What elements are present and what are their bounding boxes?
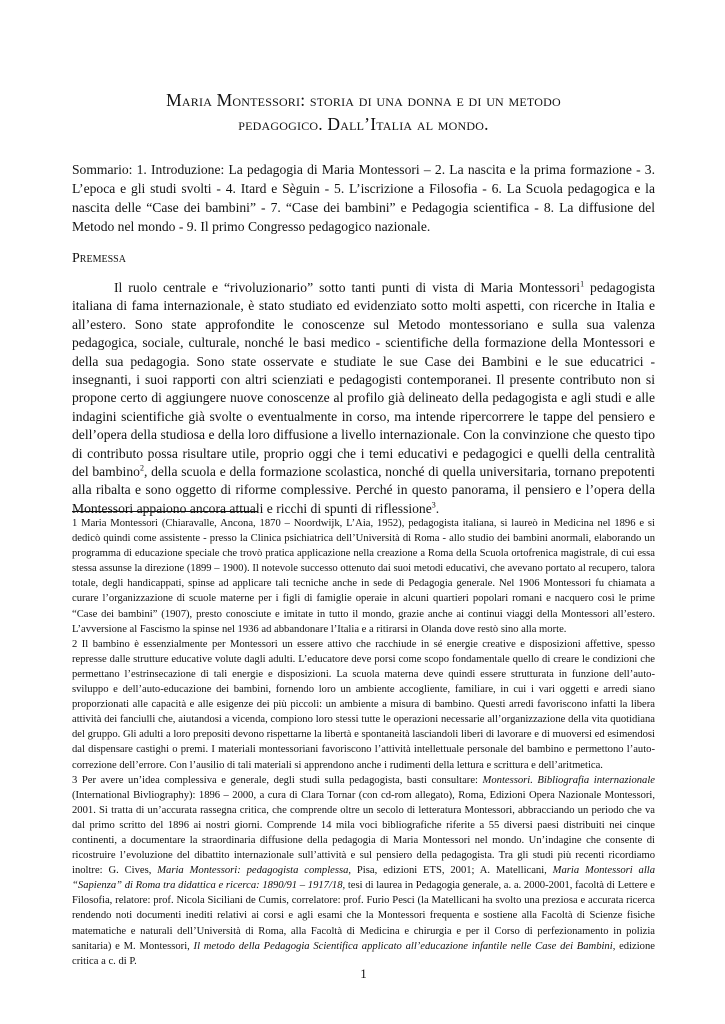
footnote-ref: 3 [431,500,436,510]
body-text-part: Il ruolo centrale e “rivoluzionario” sotto tanti punti di vista di Maria Montessori [114,280,581,295]
footnote-text: Il bambino è essenzialmente per Montessori un essere attivo che racchiude in sé energie creative e disposizioni affettive, spesso represse dalle strutture educative volute dagli adulti. L’educatore deve porsi come scopo fondamentale quello di creare le condizioni che permettano l’estrinsecazione di tali energie e disposizioni. La scuola materna deve quindi essere strutturata in funzione dell’auto-sviluppo e dell’auto-educazione dei bambini, fornendo loro un ambiente accogliente, familiare, in cui i vari oggetti e arredi siano proporzionati alle capacità e alle esigenze dei più piccoli: un ambiente a misura di bambino. Questi arredi favoriscono infatti la libera attività dei fanciulli che, aiutandosi a vicenda, compiono loro stessi tutte le operazioni necessarie all’organizzazione della vita quotidiana del gruppo. Gli adulti a loro prepositi devono rispettarne la libertà e spontaneità lasciandoli liberi di lavorare e di muoversi ed esimendosi dal dispensare castighi o premi. I materiali montessoriani favoriscono l’attività intellettuale personale del bambino e permettono l’auto-correzione dell’errore. Con l’ausilio di tali materiali si apprendono anche i rudimenti della lettura e scrittura e dell’aritmetica. [72,638,655,771]
body-text-part: , della scuola e della formazione scolastica, nonché di quella universitaria, tornano prepotenti alla ribalta e sono oggetto di riforme complessive. Perché in questo panorama, il pensiero e l’opera della Montessori appaiono ancora attuali e ricchi di spunti di riflessione [72,464,656,516]
footnote-2 [72,637,655,773]
summary: Sommario: 1. Introduzione: La pedagogia di Maria Montessori – 2. La nascita e la prima formazione - 3. L’epoca e gli studi svolti - 4. Itard e Sèguin - 5. L’iscrizione a Filosofia - 6. La Scuola pedagogica e la nascita delle “Case dei bambini” - 7. “Case dei bambini” e Pedagogia scientifica - 8. La diffusione del Metodo nel mondo - 9. Il primo Congresso pedagogico nazionale. [72,162,655,234]
page-number: 1 [360,966,367,981]
footnote-1 [72,516,655,637]
footnote-text: , Pisa, edizioni ETS, 2001; A. Matellicani, [348,865,553,877]
footnote-number: 1 [72,518,78,529]
body-text-part: . [435,500,440,516]
footnote-ref: 1 [580,279,585,289]
footnote-text: Per avere un’idea complessiva e generale, degli studi sulla pedagogista, basti consultare: [77,774,483,786]
footnote-ref: 2 [139,463,144,473]
footnote-3 [72,773,655,969]
footnote-separator [72,511,258,512]
footnote-number: 2 [72,638,78,650]
body-paragraph [72,279,655,518]
footnote-number: 3 [72,774,78,786]
footnote-title: Montessori. Bibliografia internazionale [482,774,655,786]
title-line-2: pedagogico. Dall’Italia al mondo. [238,114,489,134]
footnote-title: Maria Montessori: pedagogista complessa [157,865,349,877]
footnote-title: Maria Montessori alla “Sapienza” di Roma tra didattica e ricerca: 1890/91 – 1917/18 [72,865,656,892]
footnote-text: (International Bivliography): 1896 – 2000, a cura di Clara Tornar (con cd-rom allegato), Roma, Edizioni Opera Nazionale Montessori, 2001. Si tratta di un’accurata rassegna critica, che comprende oltre un secolo di letteratura Montessori, abbracciando un periodo che va dal primo scritto del 1896 ai nostri giorni. Comprende 14 mila voci bibliografiche riferite a 55 diversi paesi distribuiti nei cinque continenti, a documentare la straordinaria diffusione della pedagogia di Maria Montessori nel mondo. Un’indagine che consente di ricostruire l’evoluzione del dibattito internazionale sull’attività e sul pensiero della pedagogista. Tra gli studi più recenti ricordiamo inoltre: G. Cives, [72,789,655,877]
section-heading: Premessa [72,251,126,266]
footnote-text: Maria Montessori (Chiaravalle, Ancona, 1870 – Noordwijk, L’Aia, 1952), pedagogista italiana, si laureò in Medicina nel 1896 e si dedicò quindi come assistente - presso la Clinica psichiatrica dell’Università di Roma - allo studio dei bambini anormali, elaborando un programma di educazione speciale che trovò pratica applicazione nella creazione a Roma della Scuola ortofrenica magistrale, di cui essa stessa assunse la direzione (1899 – 1900). Il notevole successo ottenuto dai suoi metodi educativi, che avevano portato al recupero, talora totale, degli handicappati, spinse ad applicare tali tecniche anche in sede di Pedagogia generale. Nel 1906 Montessori fu chiamata a curare l’organizzazione di scuole materne per i figli di famiglie operaie in alcuni quartieri popolari romani e nacquero così le prime “Case dei bambini” (1907), presto conosciute e imitate in tutto il mondo, grazie anche ai continui viaggi della Montessori all’estero. L’avversione al Fascismo la spinse nel 1936 ad abbandonare l’Italia e a ritirarsi in Olanda dove restò sino alla morte. [72,518,655,635]
footnote-title: Il metodo della Pedagogia Scientifica applicato all’educazione infantile nelle Case dei Bambini [193,940,613,952]
footnote-text: , edizione critica a c. di P. [72,940,655,967]
paper-title [72,88,655,136]
title-line-1: Maria Montessori: storia di una donna e di un metodo [166,90,561,110]
body-text-part: pedagogista italiana di fama internazionale, è stato studiato ed evidenziato sotto molti aspetti, con ricerche in Italia e all’estero. Sono state approfondite le conoscenze sul Metodo montessoriano e sulla sua valenza pedagogica, sociale, culturale, nonché le basi medico - scientifiche della formazione della Montessori e della sua pedagogia. Sono state osservate e studiate le sue Case dei Bambini e le sue educatrici - insegnanti, i suoi rapporti con altri scienziati e pedagogisti contemporanei. Il presente contributo non si propone certo di aggiungere nuove conoscenze al profilo già delineato della pedagogista e agli studi e alle indagini scientifiche già svolte o eventualmente in corso, ma intende ripercorrere le tappe del pensiero e dell’opera della studiosa e della loro diffusione a livello internazionale. Con la convinzione che questo tipo di contributo possa risultare utile, proprio oggi che i temi educativi e pedagogici e quelli della centralità del bambino [72,280,655,480]
body-text [72,279,655,518]
footnotes [72,516,655,969]
footnote-text: , tesi di laurea in Pedagogia generale, a. a. 2000-2001, facoltà di Lettere e Filosofia, relatore: prof. Nicola Siciliani de Cumis, correlatore: prof. Furio Pesci (la Matellicani ha svolto una preziosa e accurata ricerca rendendo noti documenti inediti relativi ai corsi e agli esami che la Montessori frequenta e sostiene alla Facoltà di Scienze fisiche matematiche e naturali dell’Università di Roma, alla Facoltà di Medicina e chirurgia e per il Corso di perfezionamento in polizia sanitaria) e M. Montessori, [72,880,656,952]
